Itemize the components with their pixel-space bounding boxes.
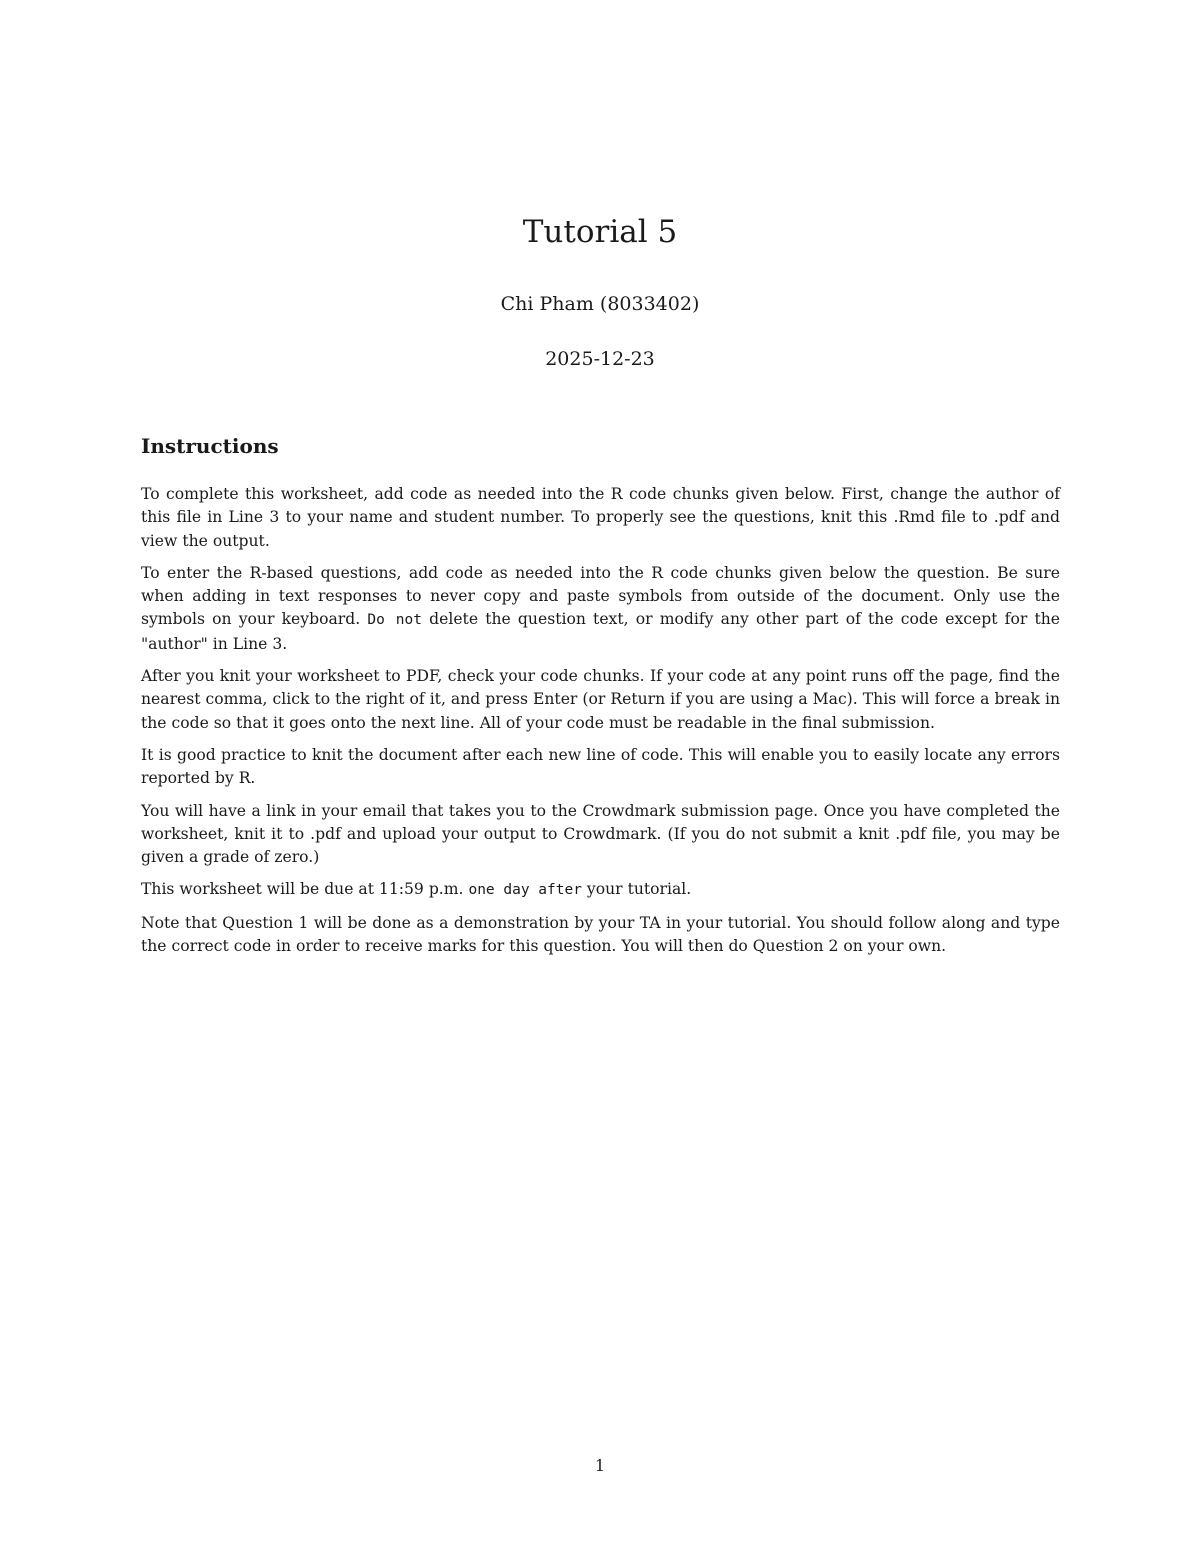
paragraph-1: To complete this worksheet, add code as needed into the R code chunks given below. First, change the author of this file in Line 3 to your name and student number. To properly see the questions, knit this .Rmd file to .pdf and view the output. <box>141 485 1060 550</box>
paragraph-2 <box>141 562 1060 656</box>
page-number: 1 <box>594 1456 606 1475</box>
paragraph-7: Note that Question 1 will be done as a demonstration by your TA in your tutorial. You should follow along and type the correct code in order to receive marks for this question. You will then do Question 2 on your own. <box>141 913 1060 956</box>
document-title: Tutorial 5 <box>522 214 678 250</box>
paragraph-2-text-a: To enter the R-based questions, add code as needed into the R code chunks given below the question. Be sure when adding in text responses to never copy and paste symbols from outside of the document. Only use the symbols on your keyboard. <box>141 563 1060 629</box>
paragraph-6-emphasis: one day after <box>468 882 582 899</box>
paragraph-2-emphasis: Do not <box>367 612 422 629</box>
document-author: Chi Pham (8033402) <box>500 293 700 315</box>
paragraph-4: It is good practice to knit the document after each new line of code. This will enable you to easily locate any errors reported by R. <box>141 745 1060 788</box>
instructions-body <box>141 483 1060 967</box>
document-date: 2025-12-23 <box>545 348 655 370</box>
paragraph-2-text-b: delete the question text, or modify any other part of the code except for the "author" in Line 3. <box>141 610 1060 653</box>
paragraph-6-text-b: your tutorial. <box>581 880 692 899</box>
paragraph-3: After you knit your worksheet to PDF, check your code chunks. If your code at any point runs off the page, find the nearest comma, click to the right of it, and press Enter (or Return if you are using a Mac). This will force a break in the code so that it goes onto the next line. All of your code must be readable in the final submission. <box>141 667 1060 732</box>
paragraph-6-text-a: This worksheet will be due at 11:59 p.m. <box>141 880 469 899</box>
section-heading-instructions: Instructions <box>141 434 279 458</box>
paragraph-6 <box>141 878 1060 902</box>
paragraph-5: You will have a link in your email that takes you to the Crowdmark submission page. Once you have completed the worksheet, knit it to .pdf and upload your output to Crowdmark. (If you do not submit a knit .pdf file, you may be given a grade of zero.) <box>141 801 1060 867</box>
